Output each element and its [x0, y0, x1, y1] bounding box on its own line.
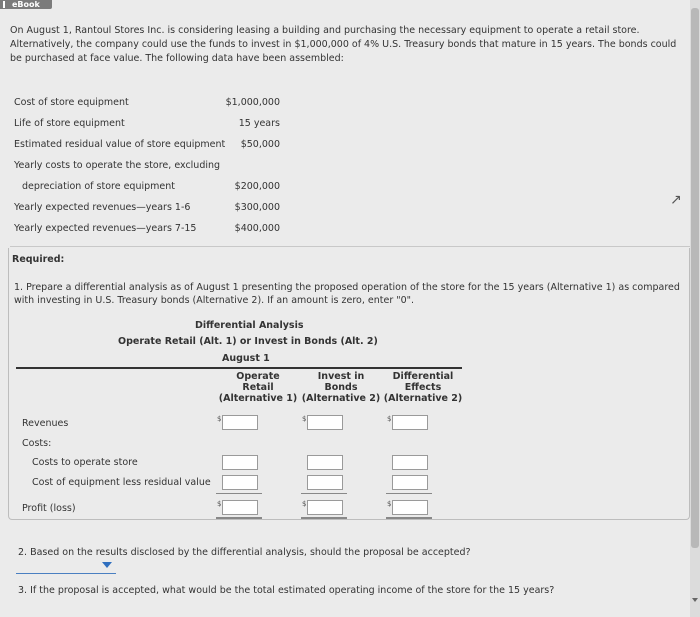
column-header-line: Operate	[236, 371, 280, 382]
assumption-value: $400,000	[234, 223, 280, 234]
column-header-invest-bonds	[299, 371, 383, 404]
question-2: 2. Based on the results disclosed by the differential analysis, should the proposal be accepted?	[18, 547, 471, 558]
analysis-subtitle: Operate Retail (Alt. 1) or Invest in Bonds (Alt. 2)	[118, 336, 378, 347]
assumption-value: $50,000	[240, 139, 280, 150]
costs-operate-alt2-input[interactable]	[307, 455, 343, 470]
currency-symbol: $	[387, 415, 392, 423]
accept-proposal-dropdown[interactable]	[16, 560, 116, 574]
profit-alt1-input[interactable]	[222, 500, 258, 515]
revenues-differential-input[interactable]	[392, 415, 428, 430]
total-double-rule	[216, 517, 262, 519]
currency-symbol: $	[302, 415, 307, 423]
chevron-down-icon	[102, 562, 112, 568]
currency-symbol: $	[302, 500, 307, 508]
costs-equipment-differential-input[interactable]	[392, 475, 428, 490]
scroll-down-arrow-icon[interactable]	[692, 598, 698, 602]
costs-operate-alt1-input[interactable]	[222, 455, 258, 470]
analysis-title: Differential Analysis	[195, 320, 304, 331]
row-label-costs-operate: Costs to operate store	[32, 457, 138, 468]
scrollbar-thumb[interactable]	[691, 8, 699, 548]
column-header-differential	[381, 371, 465, 404]
revenues-alt2-input[interactable]	[307, 415, 343, 430]
mouse-cursor-icon: ↗	[670, 192, 682, 208]
row-label-revenues: Revenues	[22, 418, 69, 429]
required-heading: Required:	[12, 254, 65, 265]
total-double-rule	[386, 517, 432, 519]
assumption-value: 15 years	[238, 118, 280, 129]
costs-equipment-alt1-input[interactable]	[222, 475, 258, 490]
column-header-line: (Alternative 2)	[301, 393, 381, 404]
profit-alt2-input[interactable]	[307, 500, 343, 515]
row-label-costs: Costs:	[22, 438, 52, 449]
assumption-label: Cost of store equipment	[14, 97, 129, 108]
subtotal-rule	[216, 493, 262, 494]
question-1: 1. Prepare a differential analysis as of August 1 presenting the proposed operation of the store for the 15 years (Alternative 1) as compared with investing in U.S. Treasury bonds (Alternative 2). If an amount is zero, enter "0".	[14, 282, 680, 306]
subtotal-rule	[301, 493, 347, 494]
subtotal-rule	[386, 493, 432, 494]
assumption-value: $200,000	[234, 181, 280, 192]
analysis-date: August 1	[222, 353, 270, 364]
column-header-line: Differential	[392, 371, 454, 382]
section-divider	[10, 246, 690, 247]
column-header-line: Bonds	[324, 382, 358, 393]
assumption-label: Yearly expected revenues—years 7-15	[14, 223, 197, 234]
assumption-label: depreciation of store equipment	[22, 181, 175, 192]
assumption-label: Life of store equipment	[14, 118, 125, 129]
column-header-line: (Alternative 2)	[383, 393, 463, 404]
profit-differential-input[interactable]	[392, 500, 428, 515]
row-label-costs-equipment: Cost of equipment less residual value	[32, 477, 211, 488]
column-header-line: Effects	[404, 382, 442, 393]
column-header-operate-retail	[214, 371, 302, 404]
question-3: 3. If the proposal is accepted, what would be the total estimated operating income of the store for the 15 years?	[18, 585, 555, 596]
currency-symbol: $	[387, 500, 392, 508]
column-header-line: Retail	[242, 382, 274, 393]
ebook-tab-label: eBook	[12, 0, 40, 9]
currency-symbol: $	[217, 500, 222, 508]
column-header-line: (Alternative 1)	[218, 393, 298, 404]
row-label-profit: Profit (loss)	[22, 503, 76, 514]
problem-intro: On August 1, Rantoul Stores Inc. is considering leasing a building and purchasing the necessary equipment to operate a retail store. Alternatively, the company could use the funds to invest in $1,000,000 of 4% U.S. Treasury bonds that mature in 15 years. The bonds could be purchased at face value. The following data have been assembled:	[10, 25, 677, 64]
assumption-value: $300,000	[234, 202, 280, 213]
currency-symbol: $	[217, 415, 222, 423]
column-header-line: Invest in	[317, 371, 365, 382]
vertical-scrollbar[interactable]	[690, 0, 700, 617]
assumption-label: Yearly expected revenues—years 1-6	[14, 202, 191, 213]
costs-operate-differential-input[interactable]	[392, 455, 428, 470]
total-double-rule	[301, 517, 347, 519]
assumption-value: $1,000,000	[225, 97, 280, 108]
revenues-alt1-input[interactable]	[222, 415, 258, 430]
header-rule	[16, 367, 462, 369]
assumption-label: Estimated residual value of store equipment	[14, 139, 226, 150]
assumption-label: Yearly costs to operate the store, excluding	[14, 160, 221, 171]
costs-equipment-alt2-input[interactable]	[307, 475, 343, 490]
ebook-tab[interactable]	[0, 0, 52, 9]
